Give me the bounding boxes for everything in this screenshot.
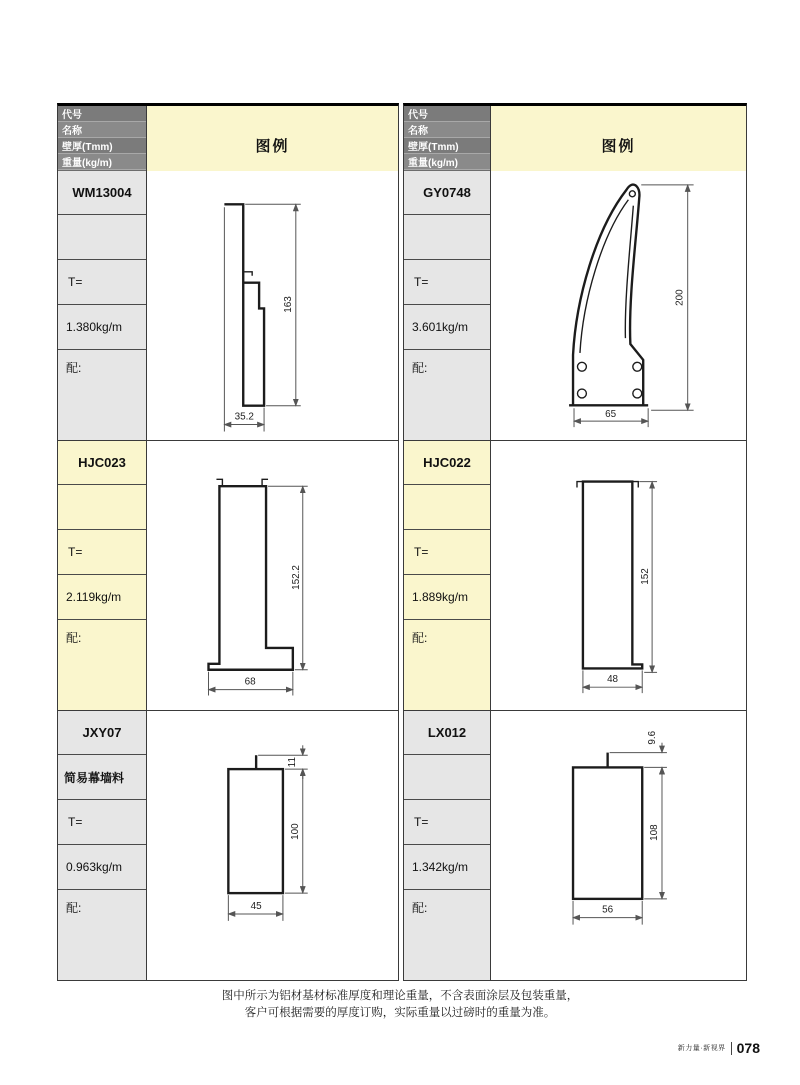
product-code: HJC022 [404,441,490,485]
page-footer-brand [678,1040,760,1056]
label-column [404,171,490,440]
label-column [404,441,490,710]
dim-height-label: 200 [674,289,686,306]
page-number: 078 [736,1040,760,1056]
dim-height-label: 100 [289,823,301,840]
product-section-hjc023 [58,440,398,710]
legend-header: 图例 [490,106,746,185]
header-row-weight: 重量(kg/m) [58,154,146,170]
product-section-lx012 [404,710,746,980]
dim-width-label: 56 [602,904,614,916]
product-code: GY0748 [404,171,490,215]
table-header [58,106,398,170]
product-code: LX012 [404,711,490,755]
weight-cell: 2.119kg/m [58,575,146,620]
header-row-name: 名称 [58,122,146,138]
product-section-gy0748 [404,170,746,440]
match-cell: 配: [58,350,146,440]
header-row-name: 名称 [404,122,490,138]
product-name [58,215,146,260]
product-name [58,485,146,530]
dimension-lines [228,745,307,921]
cad-drawing [147,711,398,980]
cad-drawing [147,441,398,710]
table-header [404,106,746,170]
dim-height-label: 108 [649,824,661,841]
product-section-hjc022 [404,440,746,710]
dim-width-label: 45 [250,900,262,912]
match-cell: 配: [404,890,490,980]
thickness-cell: T= [58,800,146,845]
match-cell: 配: [404,350,490,440]
profile-outline [224,204,264,405]
dim-height-label: 152.2 [290,565,302,590]
weight-cell: 1.380kg/m [58,305,146,350]
profile-outline [569,185,648,406]
dimension-lines [224,204,300,431]
profile-outline [577,482,642,669]
product-name: 简易幕墙料 [58,755,146,800]
product-section-jxy07 [58,710,398,980]
profile-drawing-jxy07 [146,711,398,980]
cad-drawing [491,171,746,440]
footer-note [0,988,800,1022]
product-name [404,485,490,530]
match-cell: 配: [404,620,490,710]
profile-drawing-wm13004 [146,171,398,440]
footer-note-line2: 客户可根据需要的厚度订购，实际重量以过磅时的重量为准。 [244,1007,556,1019]
profile-outline [228,755,283,893]
product-name [404,755,490,800]
product-code: HJC023 [58,441,146,485]
weight-cell: 3.601kg/m [404,305,490,350]
dim-height-label: 152 [640,568,652,585]
legend-header: 图例 [146,106,398,185]
label-column [58,441,146,710]
profile-outline [573,753,642,899]
dim-stem-label: 11 [286,757,298,768]
dim-width-label: 35.2 [234,411,254,423]
thickness-cell: T= [58,530,146,575]
product-code: WM13004 [58,171,146,215]
profile-table-left [57,103,399,981]
profile-drawing-lx012 [490,711,746,980]
product-code: JXY07 [58,711,146,755]
thickness-cell: T= [404,530,490,575]
match-cell: 配: [58,620,146,710]
dim-width-label: 68 [244,676,256,688]
header-row-weight: 重量(kg/m) [404,154,490,170]
cad-drawing [491,441,746,710]
dim-stem-label: 9.6 [647,730,659,745]
cad-drawing [491,711,746,980]
header-row-thickness: 壁厚(Tmm) [404,138,490,154]
weight-cell: 1.342kg/m [404,845,490,890]
profile-table-right [403,103,747,981]
profile-drawing-gy0748 [490,171,746,440]
thickness-cell: T= [404,260,490,305]
product-section-wm13004 [58,170,398,440]
label-column [58,711,146,980]
dimension-lines [573,730,667,924]
footer-note-line1: 图中所示为铝材基材标准厚度和理论重量，不含表面涂层及包装重量， [221,990,579,1002]
cad-drawing [147,171,398,440]
brand-slogan: 新力量·新视界 [677,1045,726,1052]
label-column [58,171,146,440]
match-cell: 配: [58,890,146,980]
thickness-cell: T= [58,260,146,305]
brand-divider [731,1042,732,1055]
profile-drawing-hjc022 [490,441,746,710]
profile-drawing-hjc023 [146,441,398,710]
thickness-cell: T= [404,800,490,845]
dim-height-label: 163 [282,296,294,313]
header-row-code: 代号 [58,106,146,122]
dimension-lines [583,482,657,694]
label-column [404,711,490,980]
dim-width-label: 48 [607,674,619,686]
weight-cell: 0.963kg/m [58,845,146,890]
header-row-thickness: 壁厚(Tmm) [58,138,146,154]
header-row-code: 代号 [404,106,490,122]
product-name [404,215,490,260]
profile-outline [209,479,293,669]
dim-width-label: 65 [605,409,617,421]
weight-cell: 1.889kg/m [404,575,490,620]
